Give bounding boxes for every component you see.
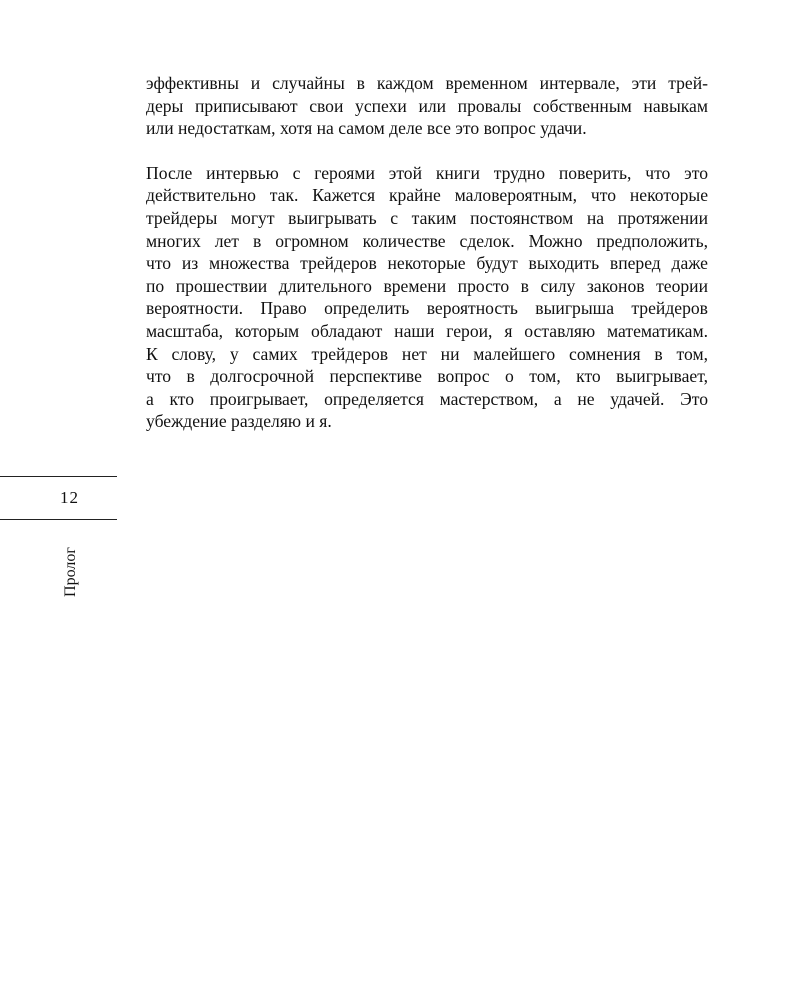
text-line: убеждение разделяю и я. [146,411,332,432]
text-line: а кто проигрывает, определяется мастерством, а не удачей. Это [146,388,708,409]
text-line: деры приписывают свои успехи или провалы собственным навыкам [146,95,708,116]
text-line: масштаба, которым обладают наши герои, я оставляю математикам. [146,320,708,341]
text-line: что в долгосрочной перспективе вопрос о том, кто выигрывает, [146,366,708,387]
text-line: что из множества трейдеров некоторые будут выходить вперед даже [146,253,708,274]
margin-rule-bottom [0,519,117,520]
text-line: по прошествии длительного времени просто в силу законов теории [146,275,708,296]
text-line: вероятности. Право определить вероятность выигрыша трейдеров [146,298,708,319]
running-head: Пролог [62,547,79,597]
text-line: После интервью с героями этой книги трудно поверить, что это [146,162,708,183]
paragraph-1 [146,72,708,140]
margin-rule-top [0,476,117,477]
text-line: К слову, у самих трейдеров нет ни малейшего сомнения в том, [146,343,708,364]
text-line: многих лет в огромном количестве сделок. Можно предположить, [146,230,708,251]
text-line: или недостаткам, хотя на самом деле все это вопрос удачи. [146,118,587,139]
page-number: 12 [60,488,79,507]
text-line: действительно так. Кажется крайне маловероятным, что некоторые [146,185,708,206]
body-text [146,72,708,433]
paragraph-2 [146,162,708,433]
text-line: эффективны и случайны в каждом временном интервале, эти трей- [146,73,708,93]
text-line: трейдеры могут выигрывать с таким постоянством на протяжении [146,207,708,228]
